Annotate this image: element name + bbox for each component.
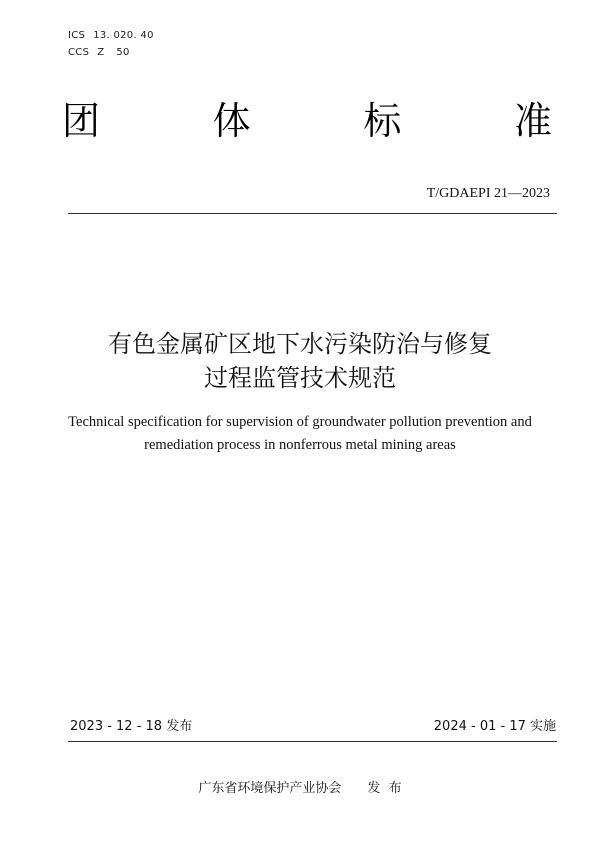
standard-type-char: 标	[363, 99, 402, 143]
standard-type-char: 团	[62, 99, 101, 143]
ccs-label: CCS	[68, 47, 90, 58]
ics-code-row	[68, 27, 154, 44]
classification-codes	[68, 27, 154, 61]
top-divider	[68, 213, 557, 214]
chinese-title-line: 有色金属矿区地下水污染防治与修复	[108, 330, 492, 358]
english-title-line: Technical specification for supervision of groundwater pollution prevention and	[68, 414, 532, 430]
issuer-line	[0, 777, 600, 796]
standard-number: T/GDAEPI 21—2023	[426, 186, 550, 201]
issuer-action: 发 布	[367, 781, 402, 796]
chinese-title	[0, 327, 600, 395]
bottom-divider	[68, 741, 557, 742]
english-title	[40, 411, 560, 457]
issuer-name: 广东省环境保护产业协会	[198, 781, 342, 796]
publish-date: 2023 - 12 - 18 发布	[70, 719, 193, 734]
english-title-line: remediation process in nonferrous metal mining areas	[144, 437, 456, 453]
dates-row	[70, 715, 556, 734]
implement-date: 2024 - 01 - 17 实施	[433, 719, 556, 734]
ccs-category: Z	[97, 47, 105, 58]
ccs-code-row	[68, 44, 154, 61]
standard-type-heading	[62, 96, 552, 146]
standard-type-char: 体	[212, 99, 251, 143]
chinese-title-line: 过程监管技术规范	[204, 364, 396, 392]
ccs-value: 50	[116, 47, 130, 58]
standard-type-char: 准	[513, 99, 552, 143]
ics-value: 13. 020. 40	[93, 30, 154, 41]
ics-label: ICS	[68, 30, 86, 41]
